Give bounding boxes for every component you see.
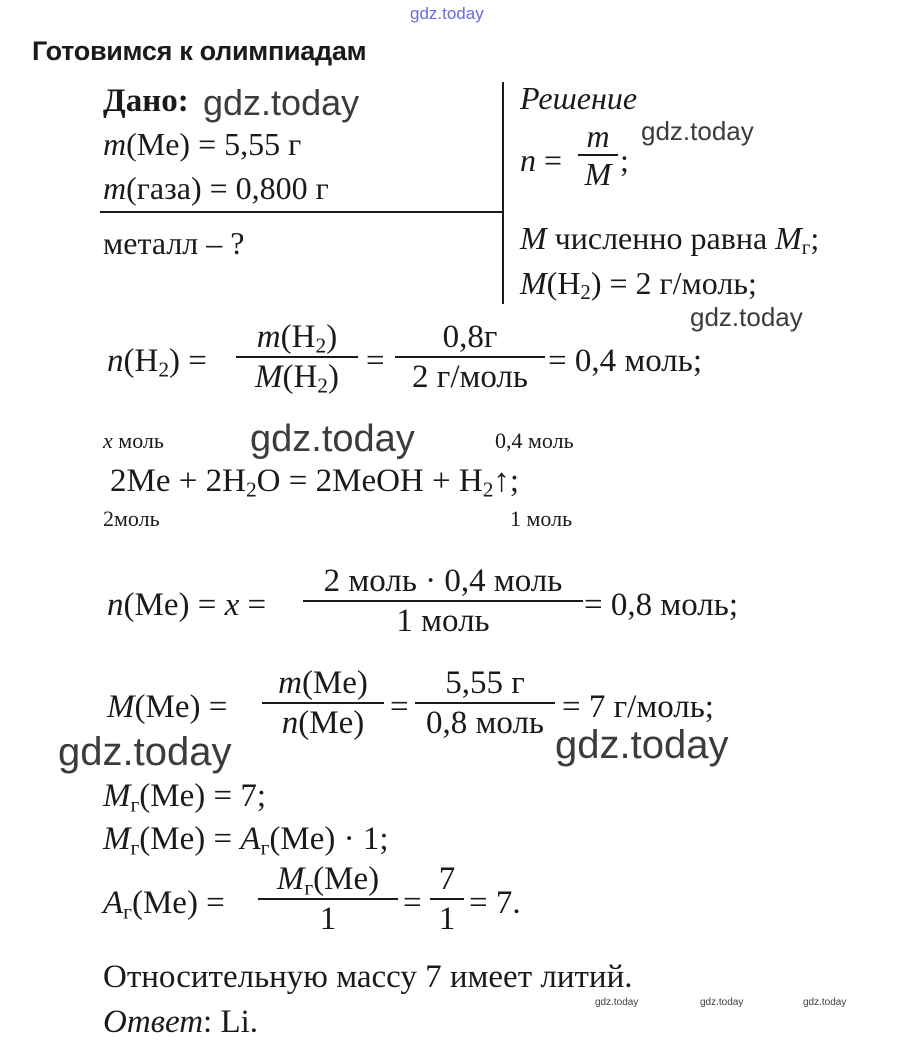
watermark-top: gdz.today: [410, 4, 484, 23]
solution-divider: [502, 82, 504, 304]
mme-f1-den: n(Me): [281, 705, 365, 741]
nme-lhs: n(Me) = x =: [107, 587, 267, 623]
mme-eq: =: [390, 689, 409, 725]
watermark-right-big: gdz.today: [555, 723, 729, 767]
watermark-middle: gdz.today: [250, 418, 415, 460]
ar-lhs: $A_г(Me)$ =: [103, 885, 225, 924]
conclusion-text: Относительную массу 7 имеет литий.: [103, 959, 633, 995]
reaction-below-right: 1 моль: [510, 506, 573, 531]
watermark-given: gdz.today: [203, 82, 360, 123]
ar-fraction-2: [430, 860, 464, 938]
reaction-above-left: x моль: [103, 428, 164, 453]
ar-f2-den: 1: [438, 901, 456, 937]
mme-fraction-2: [415, 664, 555, 742]
reaction-above-right: 0,4 моль: [495, 428, 574, 453]
solution-m-h2: $M(H_2) = 2$ г/моль;: [520, 265, 757, 305]
nh2-f2-num: 0,8г: [442, 319, 498, 355]
reaction-equation: $2Me + 2H_2O$ = 2MeOH + $H_2↑$;: [110, 463, 520, 502]
ar-f2-num: 7: [438, 861, 456, 897]
watermark-solution: gdz.today: [641, 116, 754, 146]
ar-result: = 7.: [469, 885, 521, 921]
solution-n-lhs: n =: [520, 142, 563, 178]
watermark-small-3: gdz.today: [803, 997, 847, 1008]
watermark-small-2: gdz.today: [700, 997, 744, 1008]
solution-n-num: m: [586, 118, 610, 154]
given-find: металл – ?: [103, 225, 245, 261]
ar-f1-num: $M_г(Me)$: [276, 861, 380, 900]
ar-fraction-1: [258, 860, 398, 938]
answer-value: : Li.: [203, 1004, 259, 1040]
solution-m-numeric: M численно равна $M_г$;: [520, 220, 820, 260]
watermark-left-big: gdz.today: [58, 730, 232, 774]
ar-eq: =: [403, 885, 422, 921]
nme-fraction: [303, 562, 583, 640]
solution-label: Решение: [520, 80, 638, 116]
nh2-result: = 0,4 моль;: [548, 343, 702, 379]
solution-n-fraction: [578, 118, 618, 192]
mme-result: = 7 г/моль;: [562, 689, 714, 725]
nh2-lhs: $n(H_2)$ =: [107, 343, 207, 382]
ar-f1-den: 1: [319, 901, 337, 937]
nme-num: 2 моль · 0,4 моль: [323, 563, 563, 599]
given-label: Дано:: [103, 83, 189, 119]
given-metal-mass: m(Me) = 5,55 г: [103, 126, 302, 162]
mr-line-2: $M_г(Me) = A_г(Me) \cdot 1$;: [103, 821, 389, 860]
nh2-f1-den: $M(H_2)$: [254, 359, 340, 398]
nh2-f1-num: $m(H_2)$: [256, 319, 338, 358]
solution-n-den: M: [584, 156, 612, 192]
watermark-right-mid: gdz.today: [690, 302, 803, 332]
nh2-fraction-2: [395, 318, 545, 396]
given-gas-mass: m(газа) = 0,800 г: [103, 170, 329, 206]
solution-n-end: ;: [620, 142, 629, 178]
mme-f2-den: 0,8 моль: [426, 705, 544, 741]
reaction-below-left: 2моль: [103, 506, 160, 531]
mr-line-1: $M_г(Me) = 7$;: [103, 778, 267, 817]
nh2-eq: =: [366, 343, 385, 379]
page-title: Готовимся к олимпиадам: [32, 36, 367, 66]
mme-fraction-1: [262, 664, 384, 742]
watermark-small-1: gdz.today: [595, 997, 639, 1008]
nh2-f2-den: 2 г/моль: [412, 359, 528, 395]
nme-den: 1 моль: [396, 603, 490, 639]
answer-label: Ответ: [103, 1004, 204, 1040]
answer-line: [103, 1003, 258, 1041]
nh2-fraction-1: [236, 318, 358, 396]
mme-f2-num: 5,55 г: [445, 665, 525, 701]
nme-result: = 0,8 моль;: [584, 587, 738, 623]
mme-f1-num: m(Me): [278, 665, 368, 701]
given-divider: [100, 211, 504, 213]
mme-lhs: M(Me) =: [107, 689, 228, 725]
